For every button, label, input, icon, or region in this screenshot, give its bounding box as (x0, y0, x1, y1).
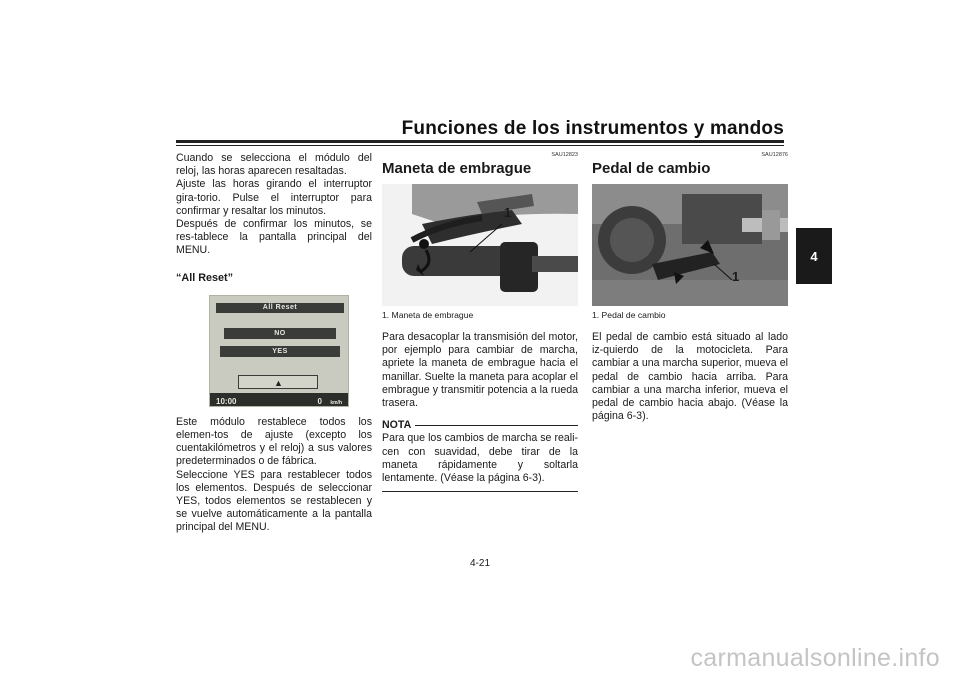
nota-end-rule (382, 491, 578, 492)
section-code: SAU12823 (551, 152, 578, 158)
paragraph: Ajuste las horas girando el interruptor gira-torio. Pulse el interruptor para confirmar y resaltar los minutos. (176, 178, 372, 217)
section-heading-clutch: Maneta de embrague (382, 160, 532, 177)
photo-caption: 1. Maneta de embrague (382, 310, 474, 320)
paragraph: Este módulo restablece todos los elemen-tos de ajuste (excepto los cuentakilómetros y el reloj) a sus valores predeterminados o de fábrica. (176, 415, 372, 468)
all-reset-subheading: “All Reset” (176, 271, 233, 284)
nota-text: Para que los cambios de marcha se reali-cen con suavidad, debe tirar de la maneta rápidamente y soltarla lentamente. (Véase la página 6-3). (382, 432, 578, 485)
header-rule (176, 140, 784, 143)
nota-header (382, 419, 578, 432)
clutch-lever-illustration (382, 184, 578, 306)
lcd-option-no: NO (224, 328, 336, 339)
lcd-indicator-box (238, 375, 318, 389)
paragraph: Seleccione YES para restablecer todos los elementos. Después de seleccionar YES, todos elementos se restablecen y se vuelve automáticamente a la pantalla principal del MENU. (176, 468, 372, 534)
column-2 (382, 152, 578, 492)
photo-callout-number: 1 (732, 269, 740, 284)
section-heading-shift-pedal: Pedal de cambio (592, 160, 711, 177)
header-rule-thin (176, 145, 784, 146)
photo-callout-number: 1 (504, 205, 512, 220)
lcd-clock: 10:00 (216, 396, 237, 406)
warning-triangle-icon: ▲ (274, 377, 283, 388)
lcd-speed-unit: km/h (330, 399, 342, 406)
photo-caption: 1. Pedal de cambio (592, 310, 666, 320)
lcd-speed: 0 (317, 396, 322, 406)
paragraph: Después de confirmar los minutos, se res-tablece la pantalla principal del MENU. (176, 218, 372, 257)
column-1 (176, 152, 372, 535)
lcd-footer (210, 393, 348, 406)
shift-pedal-photo (592, 184, 788, 306)
paragraph: Cuando se selecciona el módulo del reloj, las horas aparecen resaltadas. (176, 152, 372, 178)
section-code: SAU12876 (761, 152, 788, 158)
watermark-text: carmanualsonline.info (690, 644, 940, 672)
clutch-lever-photo (382, 184, 578, 306)
nota-rule (415, 425, 578, 426)
lcd-option-yes: YES (220, 346, 340, 357)
lcd-display-image (209, 295, 349, 407)
lcd-title-bar: All Reset (216, 303, 344, 313)
nota-label: NOTA (382, 419, 412, 432)
chapter-tab: 4 (796, 228, 832, 284)
shift-pedal-illustration (592, 184, 788, 306)
page-header-title: Funciones de los instrumentos y mandos (401, 118, 784, 139)
column-3 (592, 152, 788, 423)
paragraph: Para desacoplar la transmisión del motor, por ejemplo para cambiar de marcha, apriete la maneta de embrague hacia el manillar. Suelte la maneta para acoplar el embrague y transmitir potencia a la rueda trasera. (382, 331, 578, 410)
page-number: 4-21 (469, 558, 490, 569)
paragraph: El pedal de cambio está situado al lado iz-quierdo de la motocicleta. Para cambiar a una marcha superior, mueva el pedal de cambio hacia arriba. Para cambiar a una marcha inferior, mueva el pedal de cambio hacia abajo. (Véase la página 6-3). (592, 331, 788, 423)
